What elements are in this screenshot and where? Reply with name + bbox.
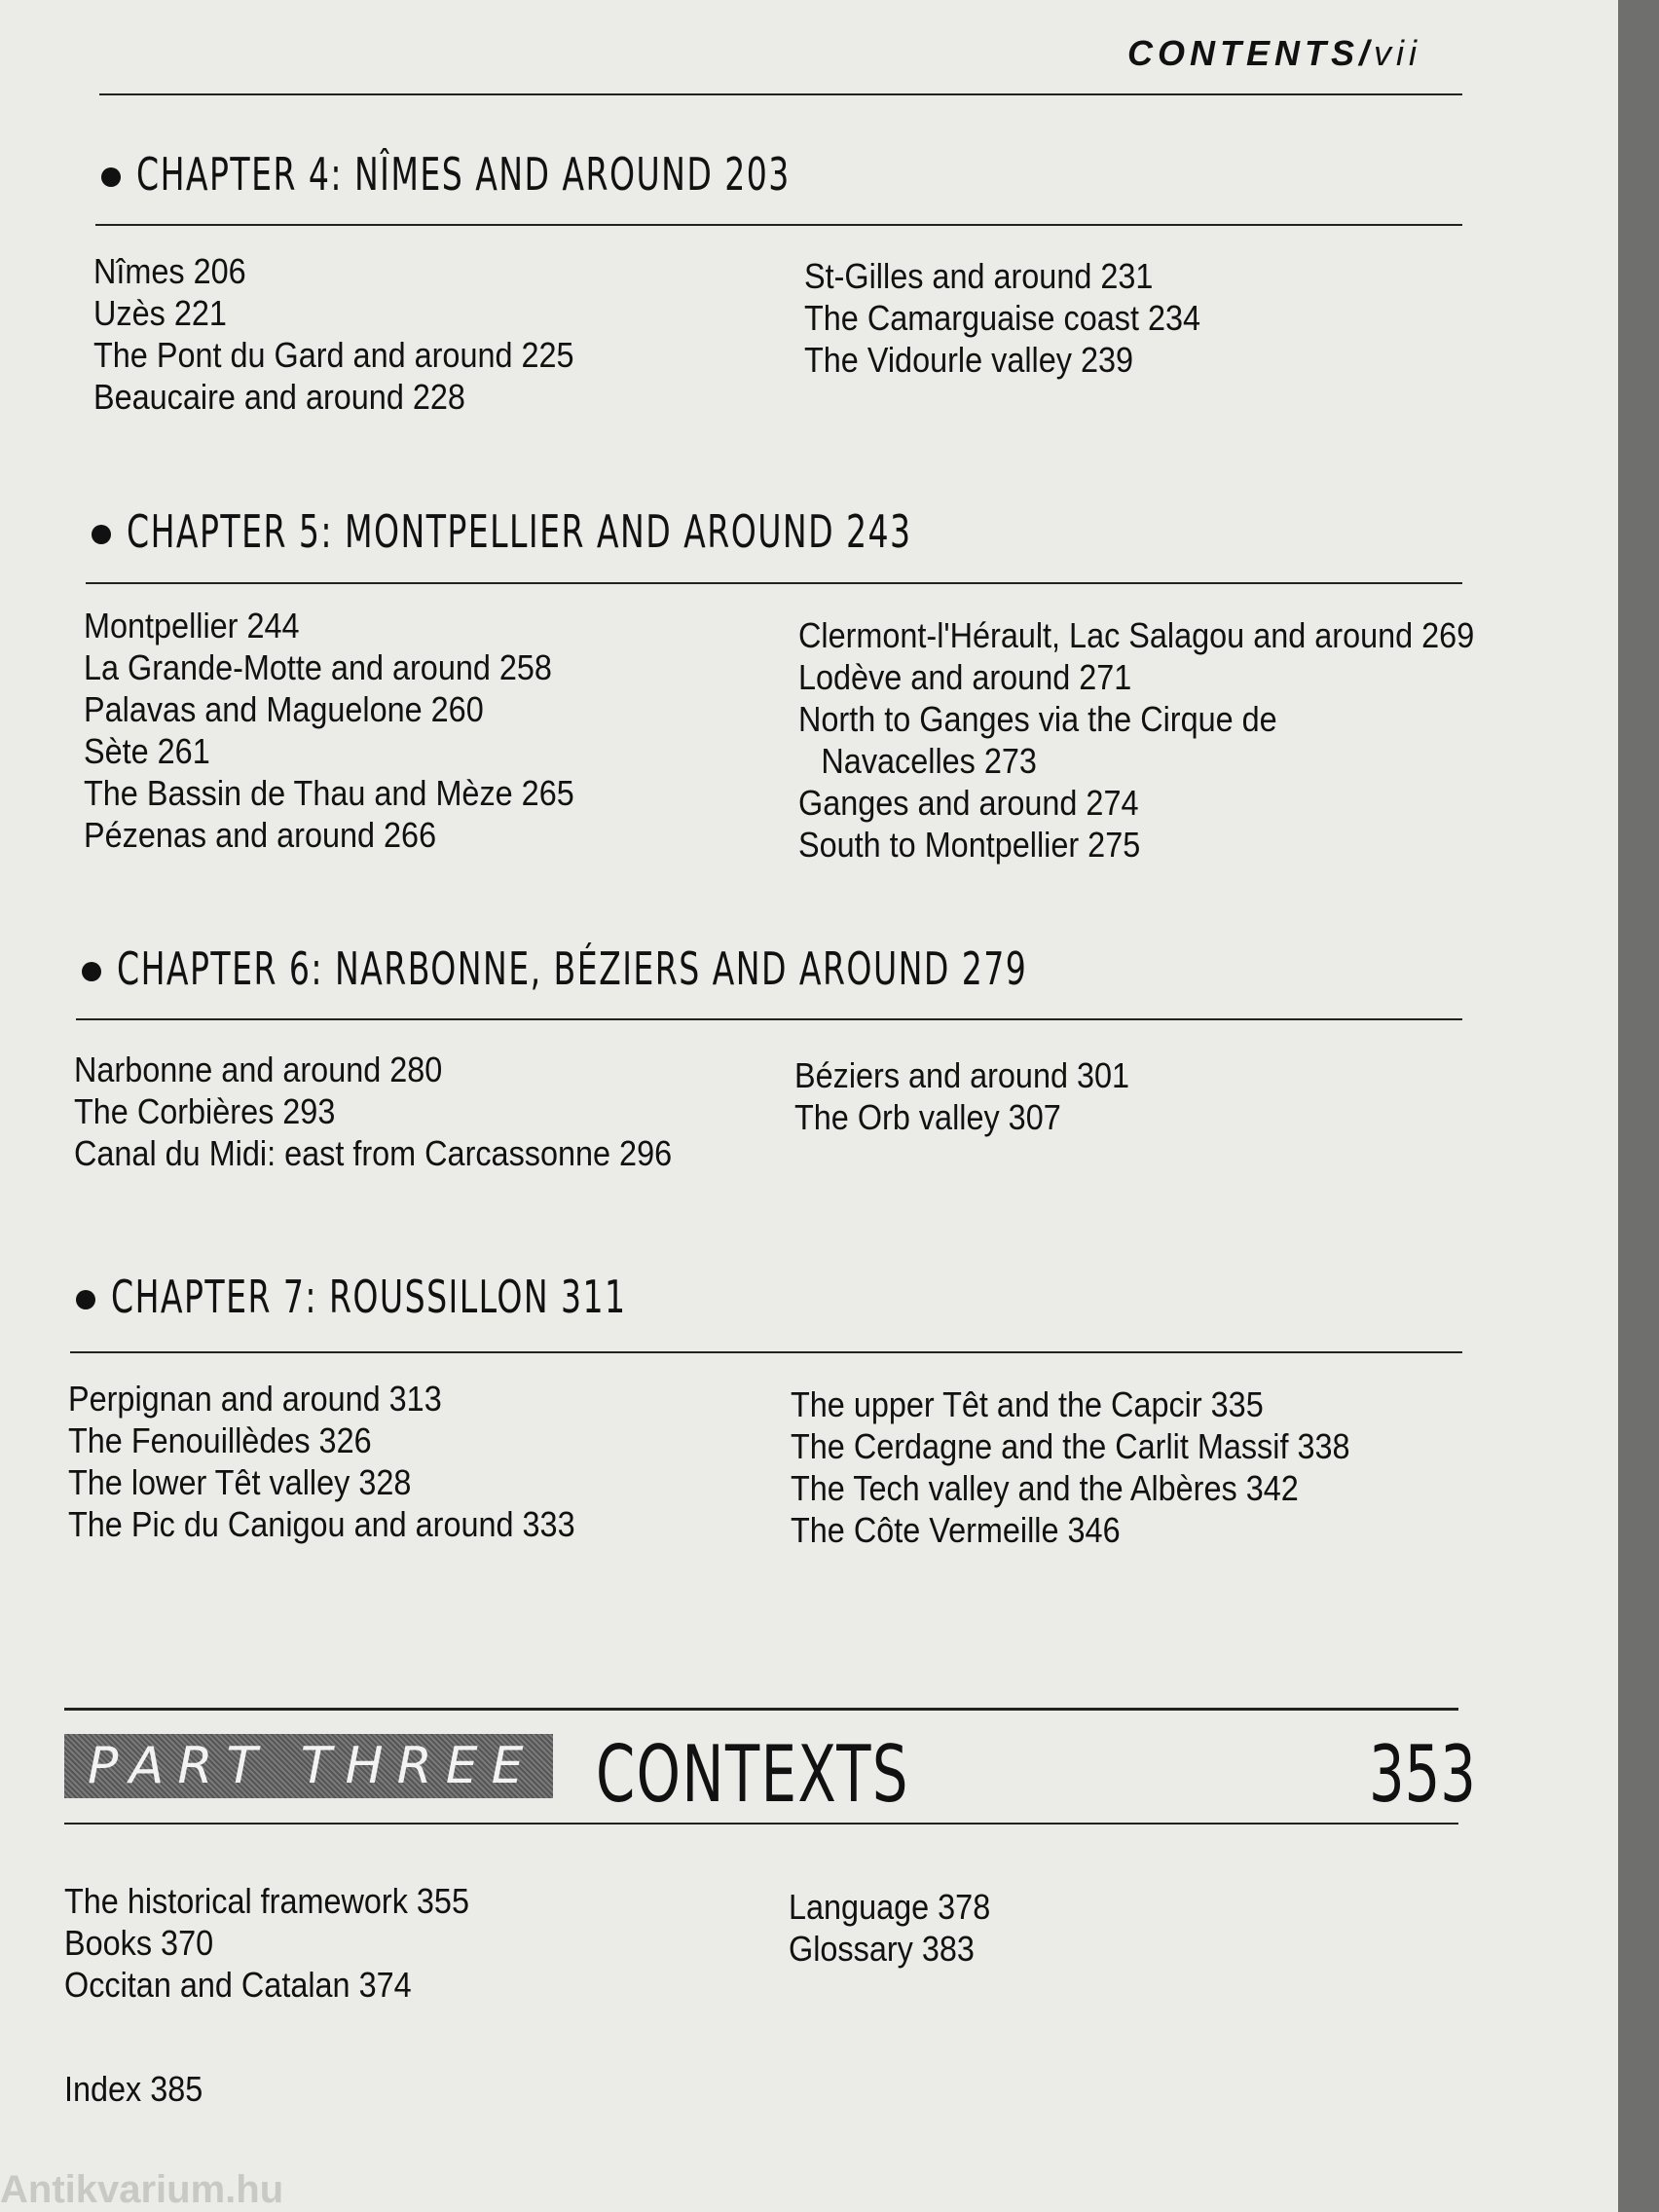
chapter-6-left-list [74, 1049, 738, 1174]
list-item: Language 378 [789, 1887, 991, 1927]
chapter-6-bullet [82, 962, 101, 981]
list-item: Ganges and around 274 [798, 783, 1139, 823]
list-item: North to Ganges via the Cirque de [798, 699, 1277, 739]
page-edge [1618, 0, 1659, 2212]
list-item: Lodève and around 271 [798, 657, 1132, 697]
list-item: The Vidourle valley 239 [804, 340, 1134, 380]
chapter-6-rule [76, 1018, 1462, 1020]
list-item: The Corbières 293 [74, 1091, 336, 1131]
chapter-7-bullet [76, 1290, 95, 1309]
running-head-separator: / [1358, 33, 1374, 73]
list-item: Palavas and Maguelone 260 [84, 689, 484, 729]
chapter-5-bullet [92, 525, 111, 544]
list-item: Books 370 [64, 1923, 214, 1963]
list-item: Navacelles 273 [821, 741, 1037, 781]
running-head-label: CONTENTS [1126, 33, 1359, 73]
list-item: The Pont du Gard and around 225 [93, 335, 574, 375]
list-item: The upper Têt and the Capcir 335 [791, 1384, 1264, 1424]
list-item: Clermont-l'Hérault, Lac Salagou and around 269 [798, 615, 1475, 655]
chapter-4-right-list [804, 255, 1244, 381]
list-item: The Bassin de Thau and Mèze 265 [84, 773, 574, 813]
list-item: The Fenouillèdes 326 [68, 1420, 372, 1460]
watermark: Antikvarium.hu [0, 2168, 284, 2211]
chapter-6-right-list [794, 1054, 1166, 1138]
list-item: The Pic du Canigou and around 333 [68, 1504, 575, 1544]
chapter-5-title: CHAPTER 5: MONTPELLIER AND AROUND 243 [127, 505, 912, 558]
list-item: The Camarguaise coast 234 [804, 298, 1201, 338]
part-page-number: 353 [1369, 1729, 1476, 1820]
running-head [1127, 33, 1421, 74]
chapter-4-title: CHAPTER 4: NÎMES AND AROUND 203 [136, 148, 791, 201]
list-item: South to Montpellier 275 [798, 825, 1141, 865]
header-rule [99, 93, 1462, 95]
chapter-7-rule [70, 1351, 1462, 1353]
list-item: Occitan and Catalan 374 [64, 1965, 412, 2005]
chapter-4-rule [95, 224, 1462, 226]
list-item: Beaucaire and around 228 [93, 377, 465, 417]
list-item: The Orb valley 307 [794, 1097, 1061, 1137]
running-head-page: vii [1374, 33, 1421, 73]
chapter-5-left-list [84, 605, 629, 856]
list-item: The lower Têt valley 328 [68, 1462, 412, 1502]
list-item: Canal du Midi: east from Carcassonne 296 [74, 1133, 673, 1173]
part-top-rule [64, 1708, 1458, 1711]
list-item: St-Gilles and around 231 [804, 256, 1154, 296]
chapter-4-left-list [93, 250, 627, 418]
list-item: Sète 261 [84, 731, 210, 771]
list-item: The Tech valley and the Albères 342 [791, 1468, 1299, 1508]
chapter-4-bullet [101, 167, 121, 187]
list-item: Narbonne and around 280 [74, 1050, 443, 1089]
chapter-6-title: CHAPTER 6: NARBONNE, BÉZIERS AND AROUND 279 [117, 942, 1028, 995]
chapter-7-title: CHAPTER 7: ROUSSILLON 311 [111, 1271, 627, 1323]
list-item: The Côte Vermeille 346 [791, 1510, 1121, 1550]
list-item: The Cerdagne and the Carlit Massif 338 [791, 1426, 1350, 1466]
list-item: Uzès 221 [93, 293, 227, 333]
list-item: Pézenas and around 266 [84, 815, 437, 855]
list-item: The historical framework 355 [64, 1881, 469, 1921]
list-item: Montpellier 244 [84, 606, 300, 645]
index-entry [64, 2068, 218, 2110]
list-item: Nîmes 206 [93, 251, 246, 291]
list-item: Perpignan and around 313 [68, 1379, 442, 1419]
list-item: Béziers and around 301 [794, 1055, 1130, 1095]
index-label: Index 385 [64, 2069, 203, 2109]
chapter-7-left-list [68, 1378, 631, 1545]
part-label: PART THREE [88, 1737, 537, 1795]
list-item: La Grande-Motte and around 258 [84, 647, 552, 687]
part-title: CONTEXTS [596, 1729, 909, 1820]
chapter-7-right-list [791, 1383, 1412, 1551]
chapter-5-rule [86, 582, 1462, 584]
part-left-list [64, 1880, 514, 2006]
part-right-list [789, 1886, 1013, 1970]
chapter-5-right-list [798, 614, 1549, 866]
part-bottom-rule [64, 1823, 1458, 1825]
list-item: Glossary 383 [789, 1929, 975, 1969]
